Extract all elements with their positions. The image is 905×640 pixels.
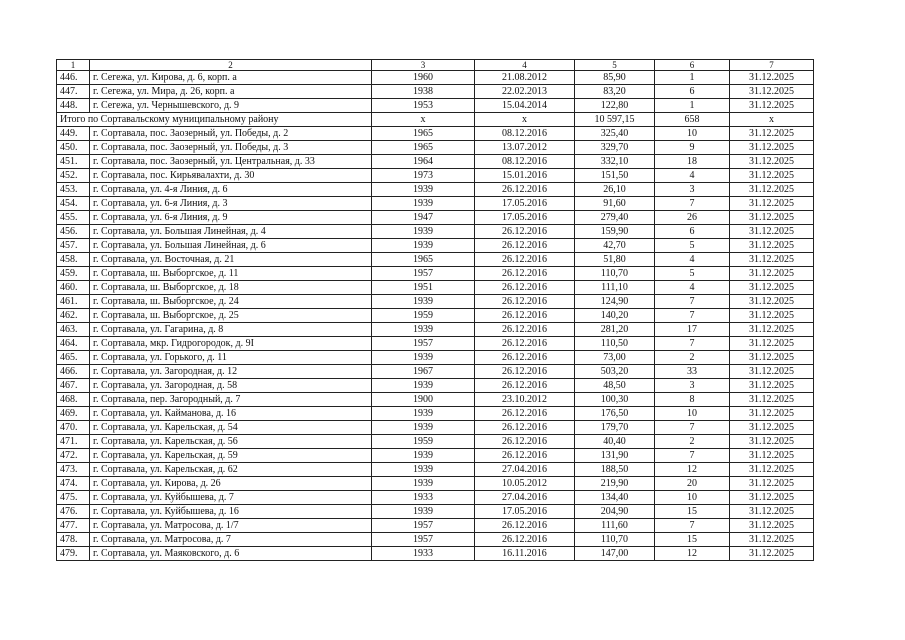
row-number-cell: 465. [57,351,90,365]
deadline-cell: 31.12.2025 [730,547,814,561]
residents-cell: 1 [655,71,730,85]
row-number-cell: 452. [57,169,90,183]
column-number-cell: 1 [57,60,90,71]
address-cell: г. Сортавала, ул. Матросова, д. 1/7 [90,519,372,533]
build-year-cell: 1900 [372,393,475,407]
build-year-cell: 1965 [372,127,475,141]
residents-cell: 9 [655,141,730,155]
area-cell: 122,80 [575,99,655,113]
area-cell: 110,50 [575,337,655,351]
column-number-cell: 7 [730,60,814,71]
residents-cell: 12 [655,547,730,561]
deadline-cell: 31.12.2025 [730,519,814,533]
recognition-date-cell: 26.12.2016 [475,365,575,379]
total-date-cell: х [475,113,575,127]
recognition-date-cell: 26.12.2016 [475,421,575,435]
recognition-date-cell: 26.12.2016 [475,351,575,365]
address-cell: г. Сортавала, ул. Куйбышева, д. 7 [90,491,372,505]
residents-cell: 7 [655,295,730,309]
deadline-cell: 31.12.2025 [730,211,814,225]
address-cell: г. Сортавала, ул. Горького, д. 11 [90,351,372,365]
table-body [57,60,814,561]
table-row [57,421,814,435]
recognition-date-cell: 26.12.2016 [475,295,575,309]
area-cell: 188,50 [575,463,655,477]
area-cell: 159,90 [575,225,655,239]
deadline-cell: 31.12.2025 [730,421,814,435]
table-row [57,197,814,211]
address-cell: г. Сортавала, ул. Восточная, д. 21 [90,253,372,267]
residents-cell: 18 [655,155,730,169]
area-cell: 51,80 [575,253,655,267]
address-cell: г. Сортавала, ул. Карельская, д. 54 [90,421,372,435]
row-number-cell: 455. [57,211,90,225]
deadline-cell: 31.12.2025 [730,99,814,113]
address-cell: г. Сортавала, ш. Выборгское, д. 25 [90,309,372,323]
row-number-cell: 477. [57,519,90,533]
table-row [57,141,814,155]
address-cell: г. Сегежа, ул. Кирова, д. 6, корп. а [90,71,372,85]
residents-cell: 4 [655,281,730,295]
row-number-cell: 451. [57,155,90,169]
residents-cell: 5 [655,267,730,281]
recognition-date-cell: 17.05.2016 [475,197,575,211]
deadline-cell: 31.12.2025 [730,183,814,197]
deadline-cell: 31.12.2025 [730,435,814,449]
column-number-row [57,60,814,71]
build-year-cell: 1964 [372,155,475,169]
area-cell: 147,00 [575,547,655,561]
total-year-cell: х [372,113,475,127]
row-number-cell: 456. [57,225,90,239]
table-row [57,463,814,477]
table-row [57,267,814,281]
total-residents-cell: 658 [655,113,730,127]
deadline-cell: 31.12.2025 [730,379,814,393]
deadline-cell: 31.12.2025 [730,225,814,239]
address-cell: г. Сортавала, ул. Гагарина, д. 8 [90,323,372,337]
build-year-cell: 1939 [372,379,475,393]
row-number-cell: 469. [57,407,90,421]
deadline-cell: 31.12.2025 [730,127,814,141]
table-row [57,379,814,393]
build-year-cell: 1933 [372,547,475,561]
row-number-cell: 463. [57,323,90,337]
recognition-date-cell: 27.04.2016 [475,491,575,505]
deadline-cell: 31.12.2025 [730,197,814,211]
area-cell: 111,10 [575,281,655,295]
build-year-cell: 1939 [372,477,475,491]
area-cell: 48,50 [575,379,655,393]
table-row [57,407,814,421]
address-cell: г. Сортавала, пер. Загородный, д. 7 [90,393,372,407]
residents-cell: 12 [655,463,730,477]
row-number-cell: 479. [57,547,90,561]
address-cell: г. Сортавала, ул. Загородная, д. 12 [90,365,372,379]
table-row [57,309,814,323]
residents-cell: 7 [655,421,730,435]
row-number-cell: 449. [57,127,90,141]
deadline-cell: 31.12.2025 [730,337,814,351]
table-row [57,435,814,449]
row-number-cell: 466. [57,365,90,379]
build-year-cell: 1939 [372,295,475,309]
table-row [57,99,814,113]
address-cell: г. Сортавала, ул. Кирова, д. 26 [90,477,372,491]
recognition-date-cell: 23.10.2012 [475,393,575,407]
recognition-date-cell: 26.12.2016 [475,435,575,449]
table-row [57,239,814,253]
row-number-cell: 447. [57,85,90,99]
area-cell: 329,70 [575,141,655,155]
address-cell: г. Сортавала, ул. Большая Линейная, д. 4 [90,225,372,239]
deadline-cell: 31.12.2025 [730,155,814,169]
table-row [57,155,814,169]
address-cell: г. Сортавала, ул. Карельская, д. 56 [90,435,372,449]
area-cell: 179,70 [575,421,655,435]
recognition-date-cell: 26.12.2016 [475,449,575,463]
area-cell: 134,40 [575,491,655,505]
row-number-cell: 468. [57,393,90,407]
deadline-cell: 31.12.2025 [730,141,814,155]
total-row [57,113,814,127]
recognition-date-cell: 13.07.2012 [475,141,575,155]
area-cell: 151,50 [575,169,655,183]
address-cell: г. Сортавала, ул. 6-я Линия, д. 3 [90,197,372,211]
row-number-cell: 453. [57,183,90,197]
residents-cell: 8 [655,393,730,407]
row-number-cell: 474. [57,477,90,491]
residents-cell: 10 [655,491,730,505]
area-cell: 91,60 [575,197,655,211]
table-row [57,183,814,197]
deadline-cell: 31.12.2025 [730,533,814,547]
build-year-cell: 1959 [372,435,475,449]
row-number-cell: 461. [57,295,90,309]
address-cell: г. Сортавала, ул. Карельская, д. 62 [90,463,372,477]
residents-cell: 15 [655,533,730,547]
address-cell: г. Сегежа, ул. Чернышевского, д. 9 [90,99,372,113]
residents-cell: 7 [655,337,730,351]
build-year-cell: 1939 [372,407,475,421]
row-number-cell: 454. [57,197,90,211]
build-year-cell: 1951 [372,281,475,295]
row-number-cell: 467. [57,379,90,393]
address-cell: г. Сортавала, ш. Выборгское, д. 24 [90,295,372,309]
row-number-cell: 471. [57,435,90,449]
deadline-cell: 31.12.2025 [730,491,814,505]
build-year-cell: 1933 [372,491,475,505]
recognition-date-cell: 26.12.2016 [475,225,575,239]
area-cell: 111,60 [575,519,655,533]
address-cell: г. Сортавала, пос. Заозерный, ул. Победы, д. 3 [90,141,372,155]
build-year-cell: 1939 [372,463,475,477]
residents-cell: 7 [655,519,730,533]
recognition-date-cell: 26.12.2016 [475,253,575,267]
deadline-cell: 31.12.2025 [730,71,814,85]
residents-cell: 10 [655,407,730,421]
column-number-cell: 3 [372,60,475,71]
recognition-date-cell: 21.08.2012 [475,71,575,85]
residents-cell: 4 [655,169,730,183]
row-number-cell: 459. [57,267,90,281]
deadline-cell: 31.12.2025 [730,407,814,421]
area-cell: 279,40 [575,211,655,225]
address-cell: г. Сортавала, ул. Куйбышева, д. 16 [90,505,372,519]
recognition-date-cell: 15.01.2016 [475,169,575,183]
row-number-cell: 472. [57,449,90,463]
build-year-cell: 1939 [372,449,475,463]
area-cell: 26,10 [575,183,655,197]
row-number-cell: 462. [57,309,90,323]
area-cell: 325,40 [575,127,655,141]
table-row [57,337,814,351]
address-cell: г. Сортавала, мкр. Гидрогородок, д. 9І [90,337,372,351]
table-row [57,127,814,141]
area-cell: 110,70 [575,267,655,281]
recognition-date-cell: 26.12.2016 [475,239,575,253]
recognition-date-cell: 10.05.2012 [475,477,575,491]
row-number-cell: 475. [57,491,90,505]
build-year-cell: 1938 [372,85,475,99]
recognition-date-cell: 26.12.2016 [475,533,575,547]
residents-cell: 15 [655,505,730,519]
table-row [57,281,814,295]
build-year-cell: 1939 [372,239,475,253]
build-year-cell: 1939 [372,225,475,239]
row-number-cell: 458. [57,253,90,267]
deadline-cell: 31.12.2025 [730,463,814,477]
residents-cell: 3 [655,379,730,393]
address-cell: г. Сортавала, ш. Выборгское, д. 18 [90,281,372,295]
table-row [57,225,814,239]
total-label-cell: Итого по Сортавальскому муниципальному району [57,113,372,127]
recognition-date-cell: 17.05.2016 [475,505,575,519]
deadline-cell: 31.12.2025 [730,323,814,337]
residents-cell: 3 [655,183,730,197]
address-cell: г. Сортавала, ул. Карельская, д. 59 [90,449,372,463]
row-number-cell: 457. [57,239,90,253]
recognition-date-cell: 17.05.2016 [475,211,575,225]
recognition-date-cell: 26.12.2016 [475,519,575,533]
recognition-date-cell: 26.12.2016 [475,183,575,197]
deadline-cell: 31.12.2025 [730,505,814,519]
deadline-cell: 31.12.2025 [730,169,814,183]
area-cell: 83,20 [575,85,655,99]
deadline-cell: 31.12.2025 [730,85,814,99]
row-number-cell: 450. [57,141,90,155]
residents-cell: 17 [655,323,730,337]
residents-cell: 1 [655,99,730,113]
deadline-cell: 31.12.2025 [730,351,814,365]
row-number-cell: 473. [57,463,90,477]
recognition-date-cell: 26.12.2016 [475,281,575,295]
area-cell: 42,70 [575,239,655,253]
table-row [57,71,814,85]
table-row [57,533,814,547]
table-row [57,365,814,379]
recognition-date-cell: 26.12.2016 [475,267,575,281]
area-cell: 176,50 [575,407,655,421]
deadline-cell: 31.12.2025 [730,309,814,323]
table-row [57,323,814,337]
residents-cell: 6 [655,225,730,239]
deadline-cell: 31.12.2025 [730,295,814,309]
table-row [57,351,814,365]
residents-cell: 2 [655,435,730,449]
residents-cell: 20 [655,477,730,491]
row-number-cell: 470. [57,421,90,435]
deadline-cell: 31.12.2025 [730,281,814,295]
column-number-cell: 6 [655,60,730,71]
recognition-date-cell: 26.12.2016 [475,323,575,337]
table-row [57,505,814,519]
recognition-date-cell: 26.12.2016 [475,407,575,421]
area-cell: 85,90 [575,71,655,85]
area-cell: 124,90 [575,295,655,309]
recognition-date-cell: 15.04.2014 [475,99,575,113]
deadline-cell: 31.12.2025 [730,365,814,379]
build-year-cell: 1965 [372,141,475,155]
column-number-cell: 4 [475,60,575,71]
residents-cell: 4 [655,253,730,267]
build-year-cell: 1939 [372,323,475,337]
build-year-cell: 1967 [372,365,475,379]
row-number-cell: 478. [57,533,90,547]
build-year-cell: 1939 [372,505,475,519]
build-year-cell: 1973 [372,169,475,183]
table-row [57,169,814,183]
total-deadline-cell: х [730,113,814,127]
address-cell: г. Сегежа, ул. Мира, д. 26, корп. а [90,85,372,99]
build-year-cell: 1959 [372,309,475,323]
deadline-cell: 31.12.2025 [730,393,814,407]
recognition-date-cell: 08.12.2016 [475,155,575,169]
build-year-cell: 1939 [372,197,475,211]
deadline-cell: 31.12.2025 [730,239,814,253]
residents-cell: 7 [655,197,730,211]
recognition-date-cell: 26.12.2016 [475,337,575,351]
recognition-date-cell: 26.12.2016 [475,309,575,323]
table-row [57,393,814,407]
build-year-cell: 1939 [372,351,475,365]
area-cell: 204,90 [575,505,655,519]
row-number-cell: 476. [57,505,90,519]
residents-cell: 6 [655,85,730,99]
address-cell: г. Сортавала, пос. Заозерный, ул. Центральная, д. 33 [90,155,372,169]
table-row [57,449,814,463]
residents-cell: 26 [655,211,730,225]
column-number-cell: 2 [90,60,372,71]
row-number-cell: 446. [57,71,90,85]
address-cell: г. Сортавала, ул. 4-я Линия, д. 6 [90,183,372,197]
build-year-cell: 1960 [372,71,475,85]
residents-cell: 2 [655,351,730,365]
build-year-cell: 1947 [372,211,475,225]
residents-cell: 33 [655,365,730,379]
column-number-cell: 5 [575,60,655,71]
area-cell: 332,10 [575,155,655,169]
recognition-date-cell: 16.11.2016 [475,547,575,561]
table-row [57,295,814,309]
address-cell: г. Сортавала, ул. Большая Линейная, д. 6 [90,239,372,253]
area-cell: 131,90 [575,449,655,463]
area-cell: 140,20 [575,309,655,323]
residents-cell: 5 [655,239,730,253]
table-row [57,477,814,491]
area-cell: 503,20 [575,365,655,379]
address-cell: г. Сортавала, ул. Кайманова, д. 16 [90,407,372,421]
residents-cell: 7 [655,449,730,463]
residents-cell: 10 [655,127,730,141]
area-cell: 40,40 [575,435,655,449]
table-row [57,491,814,505]
area-cell: 100,30 [575,393,655,407]
housing-registry-table [56,59,814,561]
recognition-date-cell: 27.04.2016 [475,463,575,477]
deadline-cell: 31.12.2025 [730,449,814,463]
build-year-cell: 1957 [372,533,475,547]
area-cell: 110,70 [575,533,655,547]
address-cell: г. Сортавала, пос. Заозерный, ул. Победы, д. 2 [90,127,372,141]
row-number-cell: 464. [57,337,90,351]
build-year-cell: 1965 [372,253,475,267]
build-year-cell: 1957 [372,267,475,281]
total-area-cell: 10 597,15 [575,113,655,127]
recognition-date-cell: 08.12.2016 [475,127,575,141]
build-year-cell: 1939 [372,183,475,197]
address-cell: г. Сортавала, пос. Кирьявалахти, д. 30 [90,169,372,183]
address-cell: г. Сортавала, ш. Выборгское, д. 11 [90,267,372,281]
table-row [57,85,814,99]
address-cell: г. Сортавала, ул. 6-я Линия, д. 9 [90,211,372,225]
deadline-cell: 31.12.2025 [730,253,814,267]
address-cell: г. Сортавала, ул. Матросова, д. 7 [90,533,372,547]
table-row [57,211,814,225]
build-year-cell: 1953 [372,99,475,113]
row-number-cell: 448. [57,99,90,113]
build-year-cell: 1957 [372,337,475,351]
recognition-date-cell: 26.12.2016 [475,379,575,393]
build-year-cell: 1939 [372,421,475,435]
area-cell: 281,20 [575,323,655,337]
table-row [57,547,814,561]
build-year-cell: 1957 [372,519,475,533]
row-number-cell: 460. [57,281,90,295]
table-row [57,253,814,267]
table-row [57,519,814,533]
residents-cell: 7 [655,309,730,323]
area-cell: 219,90 [575,477,655,491]
deadline-cell: 31.12.2025 [730,477,814,491]
area-cell: 73,00 [575,351,655,365]
deadline-cell: 31.12.2025 [730,267,814,281]
recognition-date-cell: 22.02.2013 [475,85,575,99]
address-cell: г. Сортавала, ул. Маяковского, д. 6 [90,547,372,561]
address-cell: г. Сортавала, ул. Загородная, д. 58 [90,379,372,393]
